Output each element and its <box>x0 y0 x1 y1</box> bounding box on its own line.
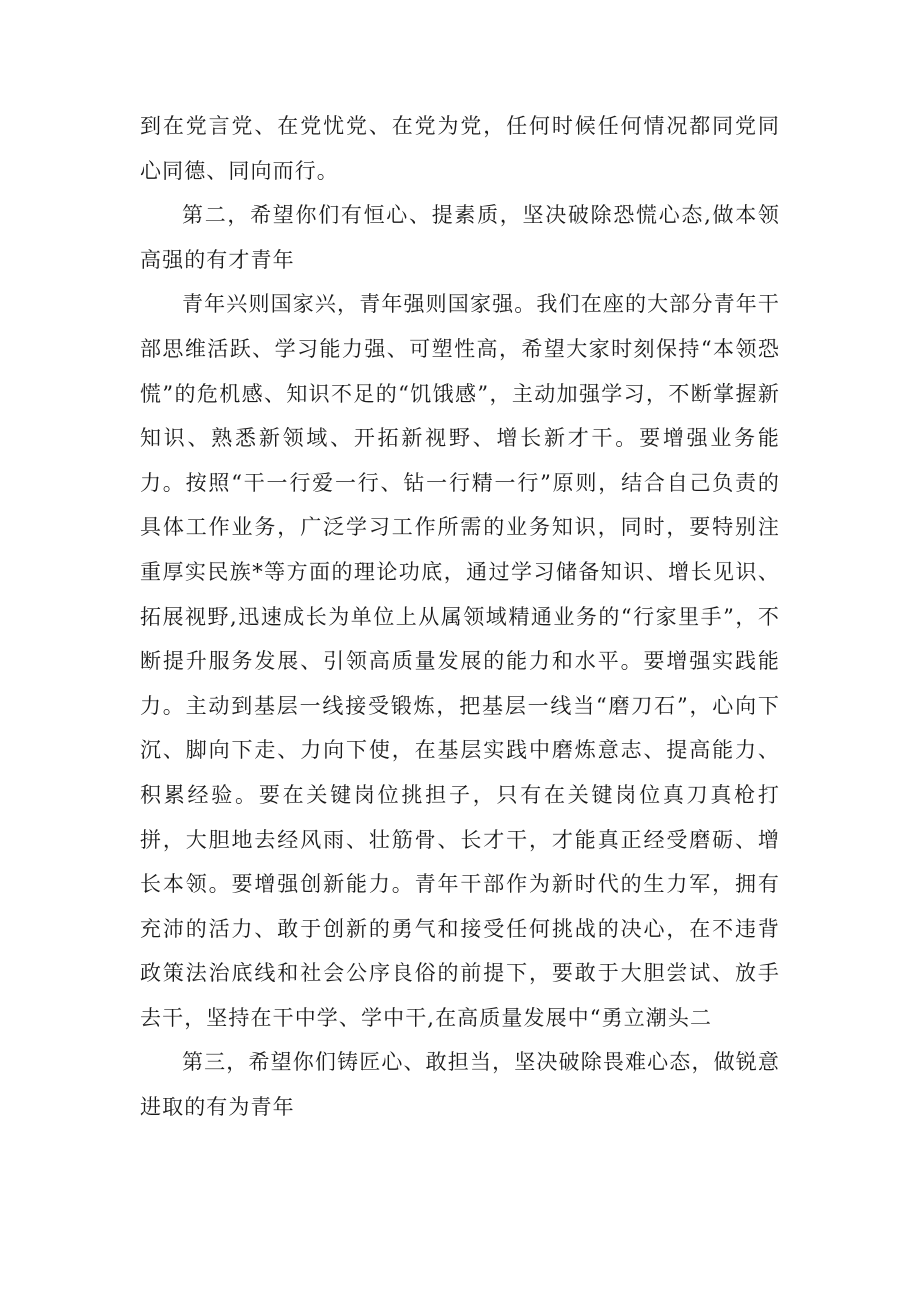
section-heading-third: 第三，希望你们铸匠心、敢担当，坚决破除畏难心态，做锐意进取的有为青年 <box>140 1050 780 1120</box>
document-body <box>140 104 780 1130</box>
paragraph-continuation: 到在党言党、在党忧党、在党为党，任何时候任何情况都同党同心同德、同向而行。 <box>140 114 780 183</box>
section-heading-second: 第二，希望你们有恒心、提素质，坚决破除恐慌心态,做本领高强的有才青年 <box>140 203 780 272</box>
paragraph-body: 青年兴则国家兴，青年强则国家强。我们在座的大部分青年干部思维活跃、学习能力强、可塑性高，希望大家时刻保持“本领恐慌”的危机感、知识不足的“饥饿感”，主动加强学习，不断掌握新知识、熟悉新领域、开拓新视野、增长新才干。要增强业务能力。按照“干一行爱一行、钻一行精一行”原则，结合自己负责的具体工作业务，广泛学习工作所需的业务知识，同时，要特别注重厚实民族*等方面的理论功底，通过学习储备知识、增长见识、拓展视野,迅速成长为单位上从属领域精通业务的“行家里手”，不断提升服务发展、引领高质量发展的能力和水平。要增强实践能力。主动到基层一线接受锻炼，把基层一线当“磨刀石”，心向下沉、脚向下走、力向下使，在基层实践中磨炼意志、提高能力、积累经验。要在关键岗位挑担子，只有在关键岗位真刀真枪打拼，大胆地去经风雨、壮筋骨、长才干，才能真正经受磨砺、增长本领。要增强创新能力。青年干部作为新时代的生力军，拥有充沛的活力、敢于创新的勇气和接受任何挑战的决心，在不违背政策法治底线和社会公序良俗的前提下，要敢于大胆尝试、放手去干，坚持在干中学、学中干,在高质量发展中“勇立潮头二 <box>140 292 780 1030</box>
